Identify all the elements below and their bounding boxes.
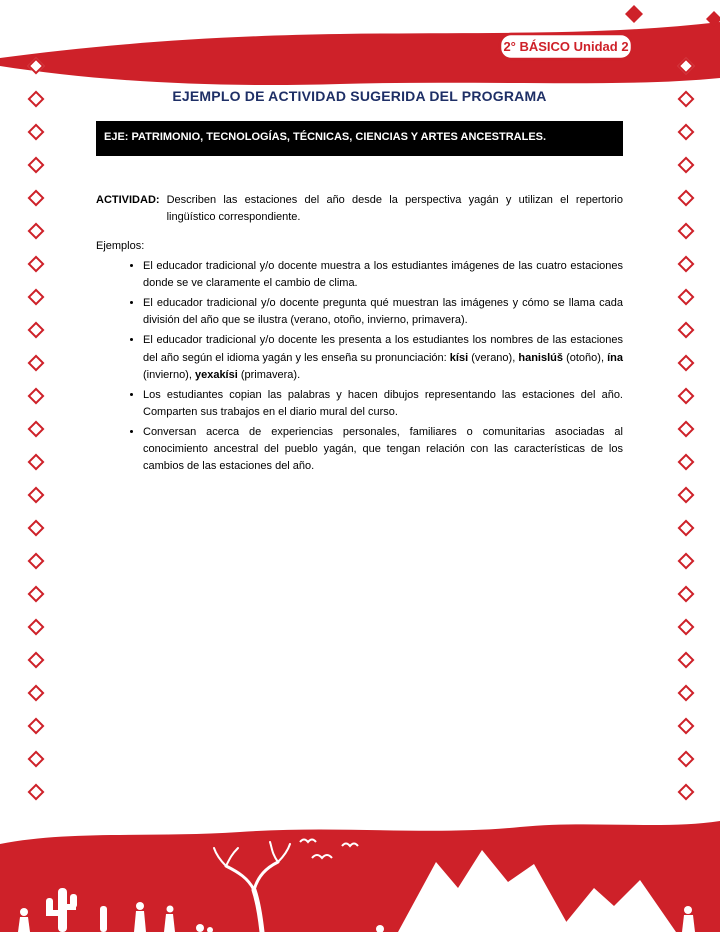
ejemplos-list — [96, 258, 623, 475]
diamond-icon — [28, 586, 45, 603]
diamond-icon — [28, 289, 45, 306]
diamond-icon — [28, 553, 45, 570]
diamond-icon — [28, 784, 45, 801]
diamond-icon — [678, 619, 695, 636]
example-item: • Conversan acerca de experiencias personales, familiares o comunitarias asociadas al conocimiento ancestral del pueblo yagán, que tengan relación con las características de los cambios de las estaciones del año. — [143, 424, 623, 475]
left-diamond-column — [28, 60, 44, 798]
example-item: • El educador tradicional y/o docente muestra a los estudiantes imágenes de las cuatro estaciones donde se ve claramente el cambio de clima. — [143, 258, 623, 292]
diamond-icon — [678, 355, 695, 372]
diamond-icon — [28, 520, 45, 537]
diamond-icon — [678, 124, 695, 141]
diamond-icon — [28, 190, 45, 207]
diamond-icon — [28, 652, 45, 669]
activity-label: ACTIVIDAD: — [96, 194, 160, 207]
diamond-icon — [28, 718, 45, 735]
diamond-icon — [28, 751, 45, 768]
diamond-icon — [625, 5, 643, 23]
eje-bar: EJE: PATRIMONIO, TECNOLOGÍAS, TÉCNICAS, CIENCIAS Y ARTES ANCESTRALES. — [96, 121, 623, 156]
activity-text: Describen las estaciones del año desde la perspectiva yagán y utilizan el repertorio lingüístico correspondiente. — [166, 194, 623, 224]
diamond-icon — [678, 487, 695, 504]
diamond-icon — [678, 454, 695, 471]
diamond-icon — [678, 520, 695, 537]
diamond-icon — [678, 289, 695, 306]
diamond-icon — [28, 388, 45, 405]
content — [96, 88, 623, 478]
diamond-icon — [28, 91, 45, 108]
examples-label: Ejemplos: — [96, 240, 145, 253]
diamond-icon — [28, 619, 45, 636]
diamond-icon — [678, 190, 695, 207]
example-item: • El educador tradicional y/o docente les presenta a los estudiantes los nombres de las estaciones del año según el idioma yagán y les enseña su pronunciación: kísi (verano), hanislúš (otoño), ína (invierno), yexakísi (primavera). — [143, 332, 623, 383]
diamond-icon — [28, 124, 45, 141]
diamond-icon — [678, 58, 695, 75]
diamond-icon — [28, 223, 45, 240]
unit-badge: 2° BÁSICO Unidad 2 — [503, 39, 629, 54]
diamond-icon — [28, 256, 45, 273]
diamond-icon — [28, 454, 45, 471]
diamond-icon — [678, 751, 695, 768]
page-title: EJEMPLO DE ACTIVIDAD SUGERIDA DEL PROGRAMA — [172, 88, 547, 104]
diamond-icon — [28, 421, 45, 438]
footer-illustration — [0, 814, 720, 932]
example-item: • Los estudiantes copian las palabras y hacen dibujos representando las estaciones del año. Comparten sus trabajos en el diario mural del curso. — [143, 387, 623, 421]
diamond-icon — [678, 421, 695, 438]
diamond-icon — [678, 256, 695, 273]
diamond-icon — [678, 784, 695, 801]
diamond-icon — [28, 685, 45, 702]
diamond-icon — [678, 553, 695, 570]
diamond-icon — [28, 322, 45, 339]
diamond-icon — [678, 718, 695, 735]
diamond-icon — [678, 586, 695, 603]
diamond-icon — [678, 91, 695, 108]
diamond-icon — [678, 322, 695, 339]
right-diamond-column — [678, 60, 694, 798]
diamond-icon — [28, 58, 45, 75]
diamond-icon — [678, 388, 695, 405]
diamond-icon — [28, 355, 45, 372]
diamond-icon — [28, 487, 45, 504]
example-item: • El educador tradicional y/o docente pregunta qué muestran las imágenes y cómo se llama cada división del año que se ilustra (verano, otoño, invierno, primavera). — [143, 295, 623, 329]
diamond-icon — [28, 157, 45, 174]
diamond-icon — [678, 685, 695, 702]
top-banner — [0, 0, 720, 96]
diamond-icon — [678, 223, 695, 240]
diamond-icon — [678, 157, 695, 174]
diamond-icon — [678, 652, 695, 669]
activity-row — [96, 192, 623, 226]
